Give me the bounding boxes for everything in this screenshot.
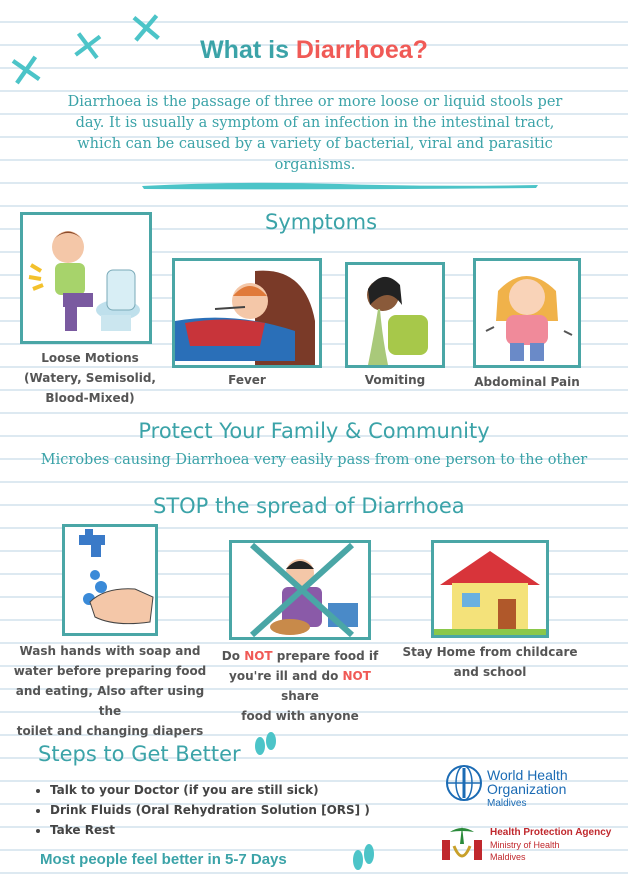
x-mark-icon: ✕: [125, 2, 167, 57]
brush-divider: [140, 180, 540, 190]
caption-line: toilet and changing diapers: [16, 724, 204, 738]
footer-text: Most people feel better in 5-7 Days: [40, 851, 287, 868]
symptoms-heading: Symptoms: [265, 210, 378, 234]
steps-list: [32, 780, 370, 840]
fever-illustration: [172, 258, 322, 368]
hpa-logo-text: [490, 826, 611, 863]
stay-home-caption: [400, 642, 580, 682]
loose-motions-illustration: [20, 212, 152, 344]
steps-heading: Steps to Get Better: [38, 742, 241, 766]
who-emblem-icon: [445, 764, 483, 802]
caption-line: Loose Motions: [41, 351, 139, 365]
wash-hands-illustration: [62, 524, 158, 636]
abdominal-pain-illustration: [473, 258, 581, 368]
caption-line: food with anyone: [241, 709, 359, 723]
hpa-line-3: Maldives: [490, 852, 526, 862]
list-item: • Take Rest: [50, 820, 370, 840]
loose-motions-caption: [10, 348, 170, 408]
page-title: What is Diarrhoea?: [200, 36, 428, 64]
stay-home-illustration: [431, 540, 549, 638]
who-line-1: World Health: [487, 767, 568, 783]
no-food-prep-illustration: [229, 540, 371, 640]
who-logo-text: [487, 768, 568, 811]
who-line-2: Organization: [487, 781, 567, 797]
stop-heading: STOP the spread of Diarrhoea: [153, 494, 465, 518]
caption-line: you're ill and do NOT share: [229, 669, 371, 703]
list-item: • Talk to your Doctor (if you are still sick): [50, 780, 370, 800]
caption-line: Wash hands with soap and: [19, 644, 201, 658]
caption-line: and school: [453, 665, 527, 679]
abdominal-pain-caption: Abdominal Pain: [474, 375, 580, 389]
hpa-emblem-icon: [440, 822, 484, 866]
caption-line: Do NOT prepare food if: [221, 649, 379, 663]
caption-line: and eating, Also after using the: [15, 684, 205, 718]
footprints-icon: [250, 730, 280, 760]
list-item: • Drink Fluids (Oral Rehydration Solution [ORS] ): [50, 800, 370, 820]
hpa-line-2: Ministry of Health: [490, 840, 560, 850]
caption-line: Stay Home from childcare: [402, 645, 578, 659]
x-mark-icon: ✕: [3, 43, 49, 100]
protect-heading: Protect Your Family & Community: [138, 419, 490, 443]
x-mark-icon: ✕: [66, 19, 109, 74]
caption-line: Blood-Mixed): [45, 391, 135, 405]
wash-hands-caption: [5, 641, 215, 741]
no-food-prep-caption: [215, 646, 385, 726]
footprints-icon: [348, 842, 378, 874]
protect-subtitle: Microbes causing Diarrhoea very easily pass from one person to the other: [40, 452, 588, 468]
hpa-line-1: Health Protection Agency: [490, 827, 612, 838]
intro-paragraph: Diarrhoea is the passage of three or more loose or liquid stools per day. It is usually a symptom of an infection in the intestinal tract, which can be caused by a variety of bacterial, viral and parasitic organisms.: [67, 94, 563, 173]
caption-line: water before preparing food: [13, 664, 207, 678]
vomiting-illustration: [345, 262, 445, 368]
fever-caption: Fever: [228, 373, 266, 387]
vomiting-caption: Vomiting: [364, 373, 426, 387]
who-line-3: Maldives: [487, 798, 527, 809]
caption-line: (Watery, Semisolid,: [24, 371, 156, 385]
